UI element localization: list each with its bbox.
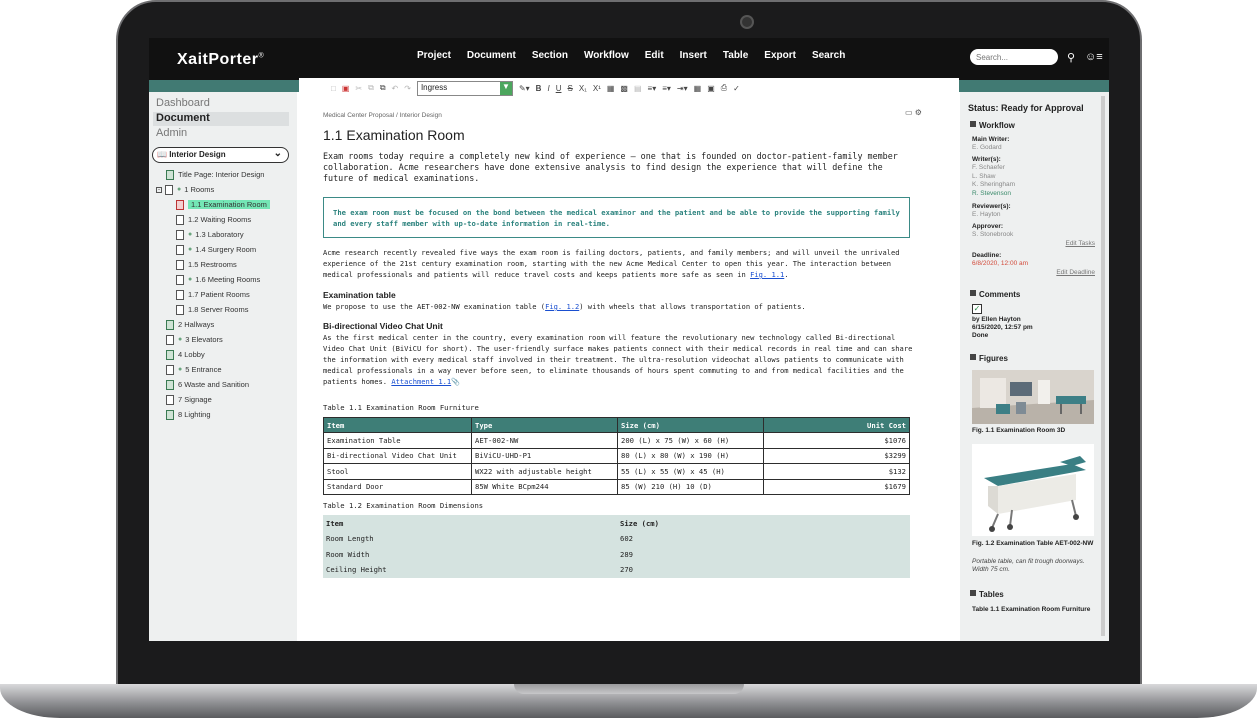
table-cell[interactable]: 55 (L) x 55 (W) x 45 (H)	[618, 464, 764, 480]
comment-date: 6/15/2020, 12:57 pm	[972, 324, 1033, 331]
tables-title: Tables	[979, 590, 1004, 599]
table-cell[interactable]: 602	[620, 534, 633, 544]
examination-table-heading: Examination table	[323, 290, 396, 300]
editor-side-icons	[905, 108, 922, 117]
table-row	[324, 464, 910, 480]
tree-item-label: 1.8 Server Rooms	[188, 305, 249, 314]
right-panel	[960, 92, 1109, 641]
document-selector-label: Interior Design	[169, 150, 226, 159]
table-header: Type	[472, 418, 618, 433]
callout-box[interactable]: The exam room must be focused on the bond between the medical examinor and the patient and be able to provide the supporting family and every staff member with up-to-date information in real-time.	[323, 197, 910, 238]
table-cell[interactable]: $3299	[764, 448, 910, 464]
chevron-down-icon: ▼	[500, 82, 512, 95]
writer-name: R. Stevenson	[972, 189, 1012, 197]
tree-item-meeting-rooms[interactable]	[176, 273, 260, 286]
paragraph-style-value: Ingress	[420, 82, 448, 92]
room-3d-image	[972, 370, 1094, 424]
nav-document[interactable]: Document	[156, 112, 210, 124]
user-icon: ●	[188, 276, 193, 283]
tables-section-toggle[interactable]	[970, 590, 1004, 599]
fig-1-2-link[interactable]: Fig. 1.2	[545, 302, 580, 311]
menu-table[interactable]: Table	[722, 50, 749, 61]
preview-icon[interactable]: ▭	[905, 108, 913, 117]
table-cell[interactable]: 85 (W) 210 (H) 10 (D)	[618, 479, 764, 495]
table-header: Item	[326, 518, 344, 528]
user-icon: ●	[188, 246, 193, 253]
menu-workflow[interactable]: Workflow	[583, 50, 629, 61]
tree-item-label: 1.4 Surgery Room	[195, 245, 257, 254]
edit-deadline-link[interactable]: Edit Deadline	[1056, 269, 1095, 276]
laptop-notch	[514, 684, 744, 694]
table-row	[323, 547, 910, 563]
nav-admin[interactable]: Admin	[156, 127, 188, 139]
status-title: Status: Ready for Approval	[968, 103, 1084, 113]
document-icon	[166, 320, 174, 330]
spellcheck-icon[interactable]: ✓	[733, 83, 740, 93]
main-menu	[409, 50, 853, 61]
tree-item-label: 1.2 Waiting Rooms	[188, 215, 252, 224]
tree-item-patient-rooms[interactable]	[176, 288, 250, 301]
pdf-icon[interactable]: ▣	[341, 83, 350, 93]
print-icon[interactable]: ⎙	[720, 83, 728, 92]
table-cell[interactable]: 85W White BCpm244	[472, 479, 618, 495]
table-cell[interactable]: Room Width	[326, 549, 370, 559]
paragraph-text: As the first medical center in the country, every examination room will feature the revolutionary new technology called Bi-directional Video Chat Unit (BiViCU for short). The user-friendly surface makes patients connect with their medical records in real time and can share the information with every medical staff involved in their treatment. The ultra-resolution videochat allows patients to communicate with medical professionals in a way never before seen, to eliminate thousands of hours spent commuting to and from medical facilities and the patients homes.	[323, 333, 913, 386]
table-cell[interactable]: 270	[620, 565, 633, 575]
attachment-link[interactable]: Attachment 1.1	[391, 377, 452, 386]
body-paragraph-1[interactable]: Acme research recently revealed five ways the exam room is failing doctors, patients, and family members; and will unveil the unrivaled experience of the 21st century examination room, starting with the new Acme Medical Center to open this year. The interaction between medical professionals and patients will reduce travel costs and keeps patients more safe as seen in Fig. 1.1.	[323, 248, 900, 279]
paste-icon[interactable]: ⧉	[379, 83, 386, 92]
bold-icon[interactable]: B	[535, 83, 542, 93]
book-icon: 📖	[157, 150, 167, 159]
numbered-list-icon[interactable]: ≡▾	[662, 83, 671, 93]
menu-export[interactable]: Export	[764, 50, 796, 61]
main-writer-label: Main Writer:	[972, 136, 1010, 143]
tree-item-label: 4 Lobby	[178, 350, 205, 359]
tree-item-label: 5 Entrance	[185, 365, 222, 374]
tree-item-signage[interactable]	[166, 393, 212, 406]
table-cell[interactable]: 80 (L) x 80 (W) x 190 (H)	[618, 448, 764, 464]
writer-name: L. Shaw	[972, 172, 996, 180]
menu-document[interactable]: Document	[466, 50, 516, 61]
approver-value: S. Stonebrook	[972, 231, 1014, 238]
collapse-icon	[970, 290, 976, 296]
cut-icon[interactable]: ✂	[355, 83, 363, 93]
tree-item-lighting[interactable]	[166, 408, 211, 421]
figure-2-thumbnail[interactable]	[972, 444, 1094, 536]
highlight-icon[interactable]: ✎▾	[518, 83, 530, 93]
figures-section-toggle[interactable]	[970, 354, 1008, 363]
dimensions-table[interactable]	[323, 515, 910, 578]
workflow-title: Workflow	[979, 121, 1015, 130]
document-icon	[176, 260, 184, 270]
tree-item-label: 1.5 Restrooms	[188, 260, 237, 269]
checkbox-icon[interactable]: ✓	[973, 304, 981, 313]
tree-item-waste[interactable]	[166, 378, 249, 391]
document-icon	[176, 230, 184, 240]
tree-item-label: 2 Hallways	[178, 320, 215, 329]
tree-item-lobby[interactable]	[166, 348, 205, 361]
tree-item-laboratory[interactable]	[176, 228, 244, 241]
panel-scrollbar[interactable]	[1101, 96, 1105, 636]
table-row	[324, 448, 910, 464]
menu-project[interactable]: Project	[417, 50, 451, 61]
comment-status: Done	[972, 332, 989, 339]
tree-item-rooms[interactable]	[156, 183, 214, 196]
table-cell[interactable]: 200 (L) x 75 (W) x 60 (H)	[618, 433, 764, 449]
figure-2-caption: Fig. 1.2 Examination Table AET-002-NW	[972, 540, 1094, 547]
table-cell[interactable]: AET-002-NW	[472, 433, 618, 449]
chevron-down-icon: ⌄	[273, 148, 282, 159]
table-1-caption: Table 1.1 Examination Room Furniture	[323, 403, 479, 412]
table-header-row	[323, 515, 910, 531]
collapse-icon[interactable]: -	[158, 186, 160, 193]
subscript-icon[interactable]: X₁	[578, 83, 587, 93]
writer-name: K. Sheringham	[972, 181, 1015, 188]
special-char-icon[interactable]: ▦	[606, 83, 615, 93]
undo-icon[interactable]: ↶	[391, 83, 399, 93]
document-icon	[176, 245, 184, 255]
tree-item-label: 7 Signage	[178, 395, 212, 404]
paperclip-icon: 📎	[451, 377, 460, 386]
deadline-label: Deadline:	[972, 252, 1002, 259]
search-icon[interactable]: ⚲	[1067, 52, 1076, 64]
comments-section-toggle[interactable]	[970, 290, 1020, 299]
main-writer-value: E. Godard	[972, 144, 1002, 151]
user-icon: ●	[188, 231, 193, 238]
reviewer-value: E. Hayton	[972, 211, 1001, 218]
document-icon	[166, 395, 174, 405]
top-bar	[149, 38, 1109, 80]
video-chat-heading: Bi-directional Video Chat Unit	[323, 321, 443, 331]
document-icon	[166, 335, 174, 345]
bullet-list-icon[interactable]: ≡▾	[647, 83, 657, 93]
document-icon	[176, 290, 184, 300]
app-logo[interactable]: XaitPorter®	[177, 51, 265, 68]
fig-1-1-link[interactable]: Fig. 1.1	[750, 270, 785, 279]
table-row	[324, 433, 910, 449]
left-sidebar	[149, 92, 297, 641]
insert-table-icon[interactable]: ▦	[693, 83, 702, 93]
document-icon	[176, 305, 184, 315]
gear-icon[interactable]: ⚙	[914, 108, 922, 117]
comments-title: Comments	[979, 290, 1021, 299]
table-row	[323, 531, 910, 547]
insert-ref-icon[interactable]: ▩	[620, 83, 628, 93]
table-header-row	[324, 418, 910, 433]
camera-icon	[740, 15, 754, 29]
underline-icon[interactable]: U	[555, 83, 562, 93]
nav-dashboard[interactable]: Dashboard	[156, 97, 210, 109]
user-menu-icon[interactable]: ☺≡	[1085, 51, 1103, 63]
examination-table-image	[972, 444, 1094, 536]
collapse-icon	[970, 590, 976, 596]
tree-item-label: 1.6 Meeting Rooms	[195, 275, 261, 284]
menu-search[interactable]: Search	[811, 50, 846, 61]
menu-insert[interactable]: Insert	[679, 50, 707, 61]
writer-name: F. Schaefer	[972, 164, 1005, 171]
app-screen	[149, 38, 1109, 641]
document-icon	[166, 365, 174, 375]
tree-item-label: 1 Rooms	[184, 185, 215, 194]
examination-table-section[interactable]	[323, 290, 913, 312]
strikethrough-icon[interactable]: S	[567, 83, 573, 93]
table-cell[interactable]: $132	[764, 464, 910, 480]
table-cell[interactable]: Stool	[324, 464, 472, 480]
comment-author: by Ellen Hayton	[972, 316, 1021, 323]
tree-item-label: 6 Waste and Sanition	[178, 380, 250, 389]
tree-item-entrance[interactable]	[166, 363, 222, 376]
video-chat-section[interactable]	[323, 321, 913, 387]
document-icon	[165, 185, 173, 195]
menu-section[interactable]: Section	[531, 50, 568, 61]
table-header: Item	[324, 418, 472, 433]
reviewers-label: Reviewer(s):	[972, 203, 1011, 210]
document-icon	[166, 380, 174, 390]
figure-1-thumbnail[interactable]	[972, 370, 1094, 424]
paragraph-text: We propose to use the AET-002-NW examination table (	[323, 302, 546, 311]
table-header: Size (cm)	[620, 518, 659, 528]
user-icon: ●	[177, 186, 182, 193]
approver-label: Approver:	[972, 223, 1004, 230]
figure-2-description: Portable table, can fit trough doorways. Width 75 cm.	[972, 558, 1085, 573]
writers-label: Writer(s):	[972, 156, 1001, 163]
document-icon	[166, 350, 174, 360]
table-cell[interactable]: WX22 with adjustable height	[472, 464, 618, 480]
table-cell[interactable]: $1076	[764, 433, 910, 449]
tree-item-elevators[interactable]	[166, 333, 223, 346]
figure-1-caption: Fig. 1.1 Examination Room 3D	[972, 427, 1066, 434]
deadline-value: 6/8/2020, 12:00 am	[972, 260, 1029, 267]
paragraph-text: Acme research recently revealed five ways the exam room is failing doctors, patients, and family members; and will unveil the unrivaled experience of the 21st century examination room, starting with the new Acme Medical Center to open this year. The interaction between medical professionals and patients will reduce travel costs and keeps patients more safe as seen in	[323, 248, 900, 279]
tree-item-label: 1.1 Examination Room	[188, 200, 270, 209]
paragraph-style-select[interactable]	[417, 81, 513, 96]
table-cell[interactable]: Standard Door	[324, 479, 472, 495]
user-icon: ●	[178, 336, 183, 343]
tree-item-title-page[interactable]	[166, 168, 264, 181]
edit-tasks-link[interactable]: Edit Tasks	[1065, 240, 1095, 247]
tree-item-label: 1.7 Patient Rooms	[188, 290, 250, 299]
table-cell[interactable]: Ceiling Height	[326, 565, 387, 575]
table-2-caption: Table 1.2 Examination Room Dimensions	[323, 501, 484, 510]
tree-item-hallways[interactable]	[166, 318, 214, 331]
table-row	[323, 562, 910, 578]
table-cell[interactable]: Examination Table	[324, 433, 472, 449]
indent-icon[interactable]: ⇥▾	[676, 83, 688, 93]
furniture-table[interactable]	[323, 417, 910, 495]
tree-item-label: 1.3 Laboratory	[195, 230, 244, 239]
document-icon	[176, 215, 184, 225]
table-cell[interactable]: BiViCU-UHD-P1	[472, 448, 618, 464]
table-cell[interactable]: $1679	[764, 479, 910, 495]
breadcrumb: Medical Center Proposal / Interior Design	[323, 112, 442, 119]
user-icon: ●	[178, 366, 183, 373]
section-title: 1.1 Examination Room	[323, 127, 465, 143]
editor-area	[299, 78, 959, 641]
tree-item-server-rooms[interactable]	[176, 303, 248, 316]
superscript-icon[interactable]: X¹	[592, 83, 601, 93]
editor-toolbar	[331, 80, 746, 96]
tree-item-restrooms[interactable]	[176, 258, 237, 271]
paragraph-text: ) with wheels that allows transportation of patients.	[579, 302, 806, 311]
table-row	[324, 479, 910, 495]
document-icon	[166, 170, 174, 180]
tree-item-label: 3 Elevators	[185, 335, 223, 344]
save-icon[interactable]: □	[331, 83, 336, 93]
intro-paragraph[interactable]: Exam rooms today require a completely new kind of experience — one that is founded on doctor-patient-family member collaboration. Acme researchers have done extensive analysis to find design the experience that will define the future of medical examinations.	[323, 151, 898, 183]
table-header: Unit Cost	[764, 418, 910, 433]
copy-icon[interactable]: ⧉	[368, 83, 374, 92]
document-icon	[176, 275, 184, 285]
tree-item-examination-room[interactable]	[176, 198, 270, 211]
table-cell[interactable]: Room Length	[326, 534, 374, 544]
tree-item-surgery-room[interactable]	[176, 243, 256, 256]
comment-icon[interactable]: ▤	[633, 83, 642, 93]
insert-image-icon[interactable]: ▣	[707, 83, 715, 93]
document-icon	[176, 200, 184, 210]
tables-list-item[interactable]: Table 1.1 Examination Room Furniture	[972, 606, 1091, 613]
document-selector[interactable]	[152, 147, 289, 163]
figures-title: Figures	[979, 354, 1008, 363]
workflow-section-toggle[interactable]	[970, 121, 1015, 130]
tree-item-label: 8 Lighting	[178, 410, 211, 419]
table-header: Size (cm)	[618, 418, 764, 433]
tree-item-waiting-rooms[interactable]	[176, 213, 251, 226]
collapse-icon	[970, 121, 976, 127]
italic-icon[interactable]: I	[547, 83, 550, 93]
table-cell[interactable]: Bi-directional Video Chat Unit	[324, 448, 472, 464]
redo-icon[interactable]: ↷	[404, 83, 411, 93]
document-icon	[166, 410, 174, 420]
search-input[interactable]	[970, 49, 1058, 65]
collapse-icon	[970, 354, 976, 360]
menu-edit[interactable]: Edit	[644, 50, 664, 61]
table-cell[interactable]: 289	[620, 549, 633, 559]
tree-item-label: Title Page: Interior Design	[178, 170, 265, 179]
